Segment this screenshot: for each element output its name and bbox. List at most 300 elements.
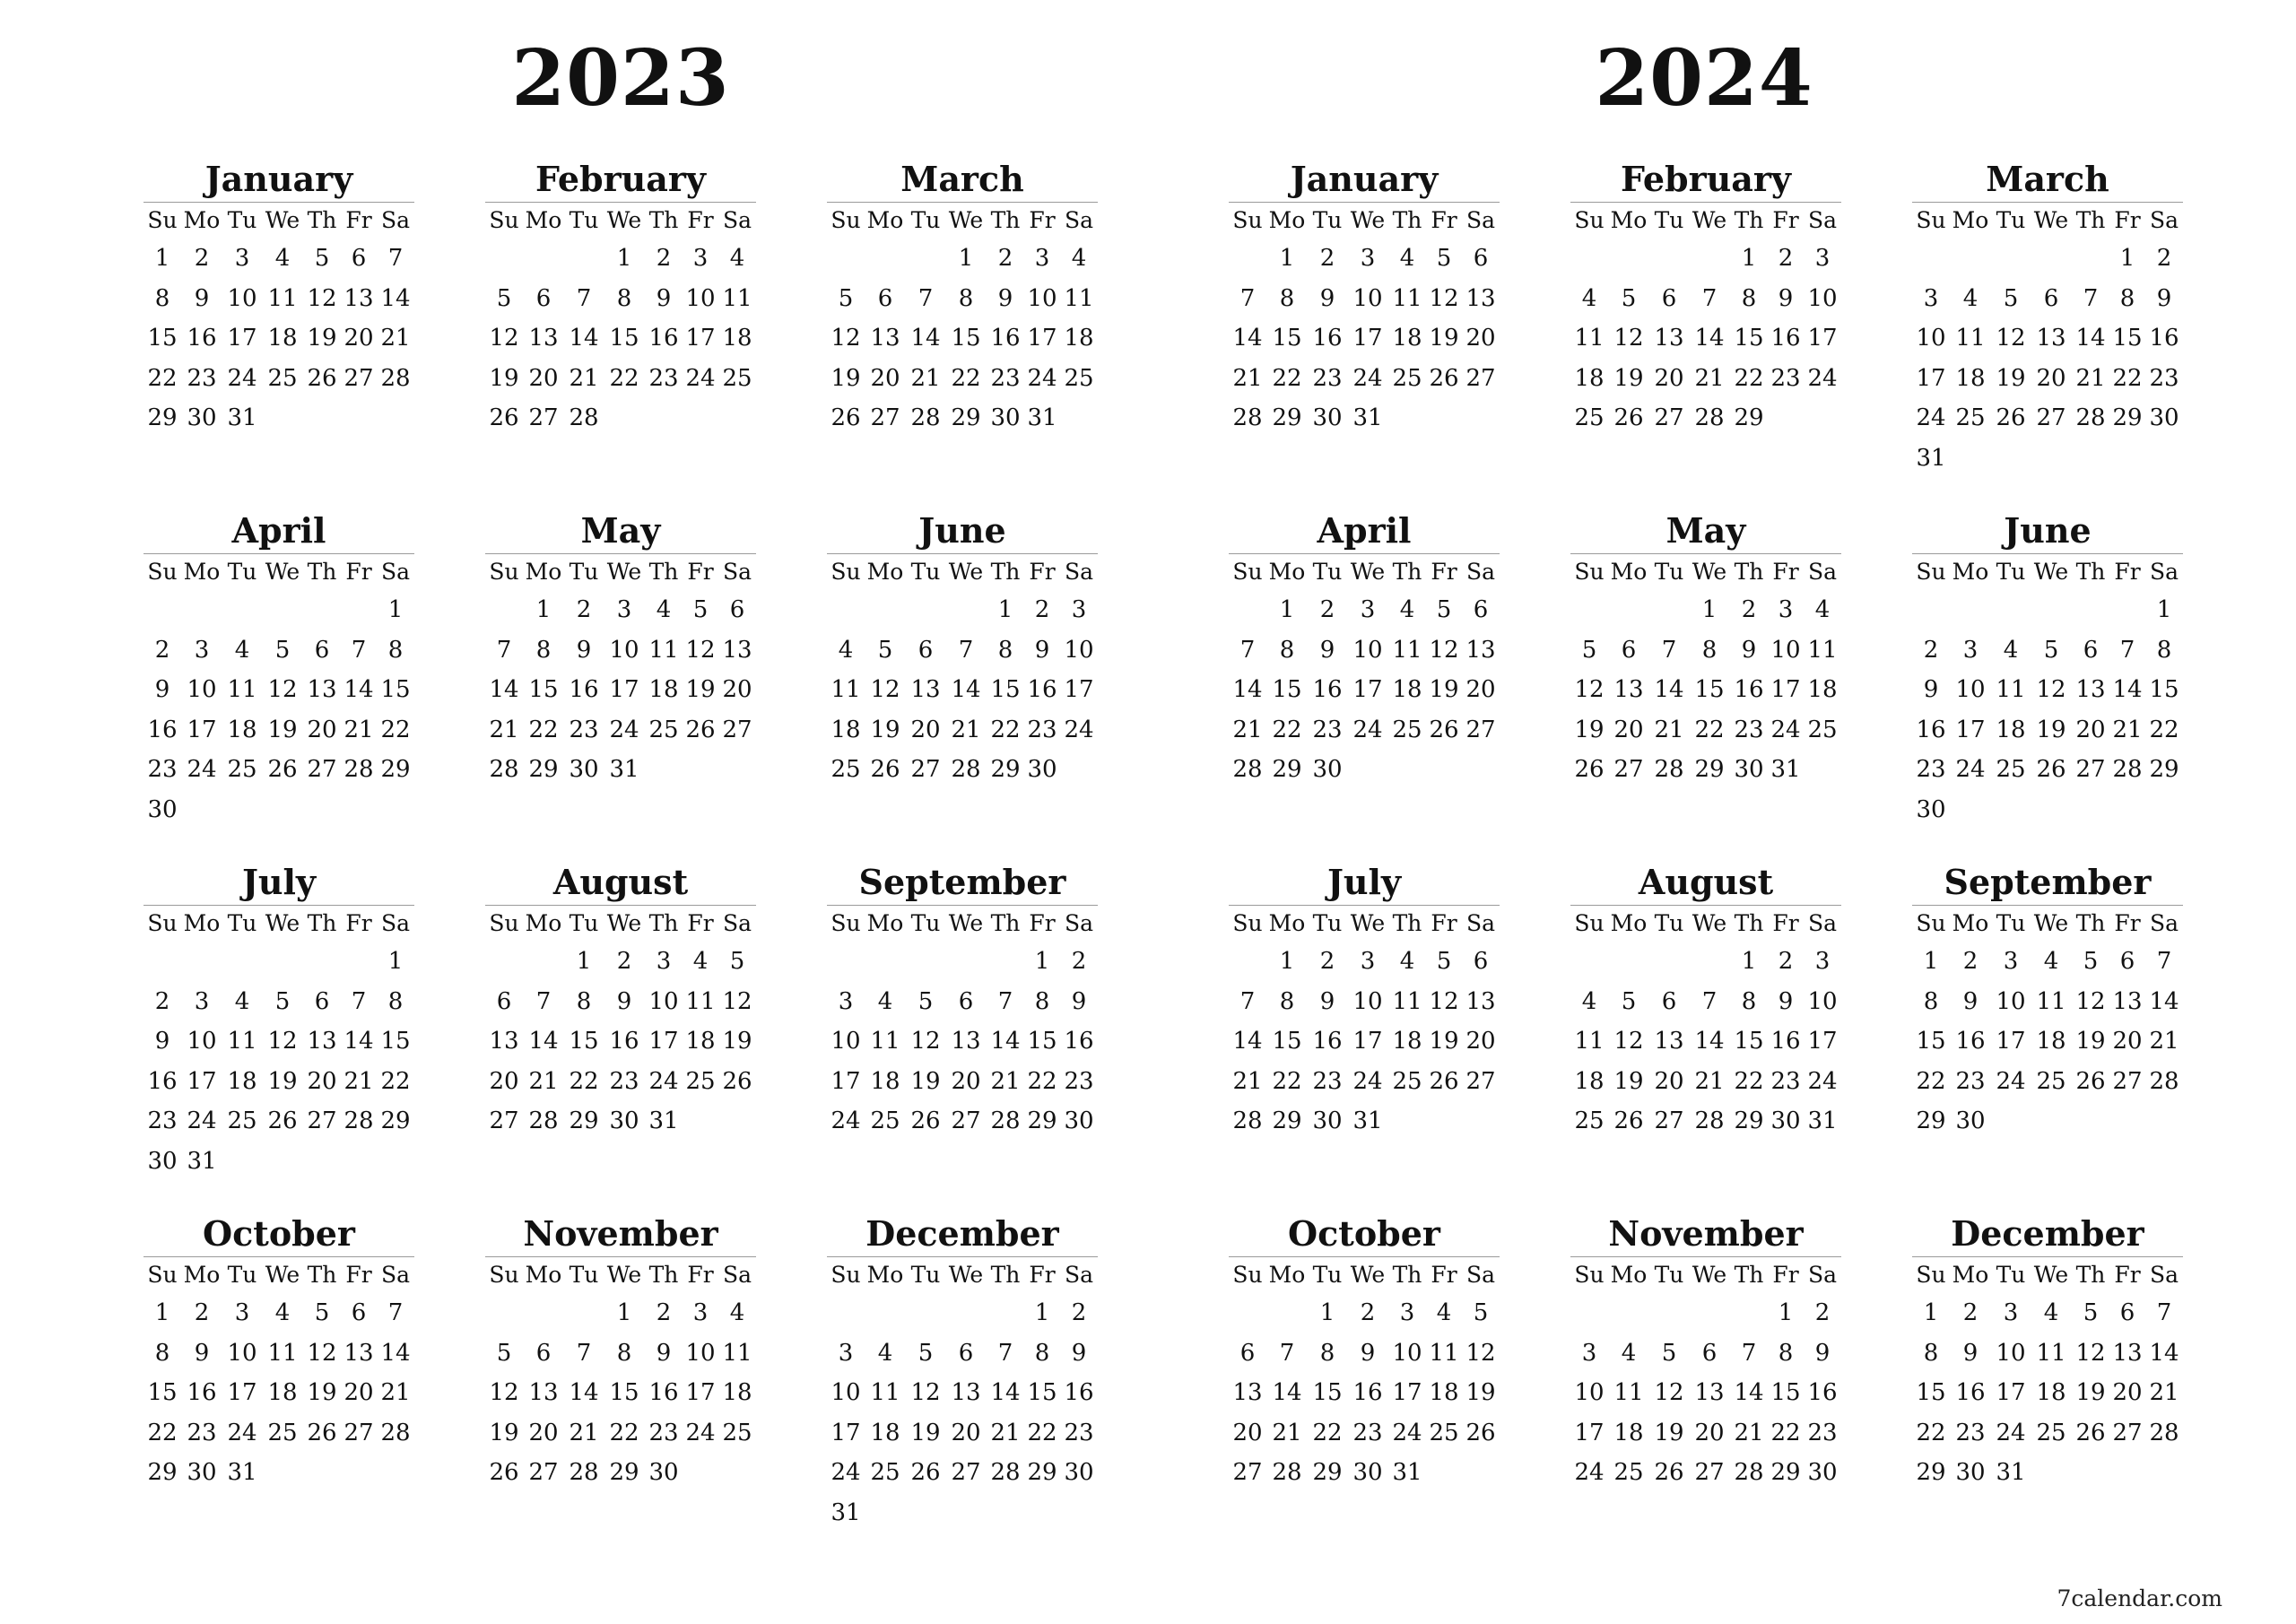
day-cell: 7 (918, 284, 934, 312)
day-cell: 19 (1429, 1028, 1459, 1055)
empty-cell (303, 590, 341, 630)
day-cell: 6 (1473, 948, 1489, 975)
day-cell: 7 (997, 1339, 1013, 1367)
day-cell: 16 (1064, 1379, 1094, 1406)
day-cell: 22 (1734, 1067, 1764, 1095)
weekday-label: Th (648, 1262, 679, 1288)
day-cell: 30 (1916, 795, 1946, 823)
weekday-label: Tu (1654, 910, 1684, 936)
day-cell: 30 (1312, 1107, 1343, 1134)
day-cell: 20 (1232, 1419, 1263, 1446)
empty-cell (945, 1293, 987, 1333)
weekday-label: We (1692, 559, 1727, 585)
weekday-label: Mo (525, 559, 562, 585)
empty-cell (485, 239, 523, 279)
day-cell: 1 (154, 245, 170, 272)
day-cell: 17 (187, 1067, 217, 1095)
day-cell: 18 (722, 1379, 752, 1406)
day-cell: 25 (227, 1107, 257, 1134)
day-cell: 4 (1399, 596, 1415, 623)
weekday-label: Tu (1654, 207, 1684, 233)
weekday-label: We (2033, 910, 2069, 936)
day-cell: 9 (1319, 636, 1335, 664)
day-cell: 20 (1465, 325, 1496, 352)
day-cell: 15 (528, 676, 559, 703)
day-cell: 28 (990, 1107, 1021, 1134)
empty-cell (144, 942, 181, 982)
month-name: October (144, 1211, 414, 1257)
day-cell: 13 (344, 284, 374, 312)
day-cell: 14 (380, 1339, 411, 1367)
day-cell: 18 (267, 1379, 298, 1406)
day-cell: 14 (2112, 676, 2143, 703)
empty-cell (906, 590, 945, 630)
weekday-label: Tu (910, 559, 941, 585)
empty-cell (906, 239, 945, 279)
day-cell: 12 (1465, 1339, 1496, 1367)
day-cell: 18 (1392, 325, 1422, 352)
day-cell: 5 (729, 948, 745, 975)
day-cell: 26 (1996, 404, 2026, 431)
weekday-label: Mo (866, 207, 904, 233)
month-2024-january (1229, 157, 1500, 439)
day-cell: 17 (1352, 325, 1383, 352)
day-cell: 2 (616, 948, 632, 975)
day-cell: 16 (187, 1379, 217, 1406)
day-cell: 18 (267, 325, 298, 352)
weekday-label: Su (1574, 207, 1605, 233)
day-cell: 27 (870, 404, 900, 431)
day-cell: 19 (267, 716, 298, 743)
day-cell: 9 (1034, 636, 1050, 664)
weekday-label: Tu (1654, 1262, 1684, 1288)
day-cell: 8 (387, 987, 404, 1015)
weekday-label: Th (648, 207, 679, 233)
day-cell: 5 (2083, 1299, 2099, 1326)
day-grid (827, 203, 1098, 439)
month-2024-november (1570, 1211, 1841, 1493)
day-cell: 4 (2043, 948, 2059, 975)
day-cell: 8 (1741, 987, 1757, 1015)
day-cell: 23 (1770, 1067, 1801, 1095)
day-cell: 8 (2156, 636, 2172, 664)
day-cell: 7 (351, 987, 367, 1015)
day-cell: 29 (147, 1459, 178, 1486)
day-cell: 9 (1778, 987, 1794, 1015)
day-cell: 1 (1034, 948, 1050, 975)
day-cell: 9 (616, 987, 632, 1015)
weekday-label: Tu (1312, 1262, 1343, 1288)
day-cell: 14 (910, 325, 941, 352)
day-cell: 29 (1272, 1107, 1302, 1134)
weekday-label: Su (1232, 559, 1263, 585)
weekday-label: We (1692, 910, 1727, 936)
day-cell: 9 (1071, 987, 1087, 1015)
day-cell: 29 (1272, 404, 1302, 431)
day-cell: 7 (387, 245, 404, 272)
weekday-label: Th (990, 910, 1021, 936)
weekday-label: Fr (687, 910, 714, 936)
day-cell: 21 (1272, 1419, 1302, 1446)
month-name: December (1912, 1211, 2183, 1257)
day-cell: 10 (1955, 676, 1986, 703)
day-cell: 12 (307, 284, 337, 312)
day-cell: 19 (685, 676, 716, 703)
day-grid (1912, 203, 2183, 478)
day-cell: 23 (990, 364, 1021, 392)
weekday-label: Mo (866, 910, 904, 936)
day-cell: 14 (528, 1028, 559, 1055)
day-cell: 25 (1996, 756, 2026, 783)
day-cell: 18 (1574, 1067, 1605, 1095)
day-cell: 27 (1654, 404, 1684, 431)
weekday-label: Tu (1996, 1262, 2026, 1288)
weekday-label: We (265, 559, 300, 585)
day-grid (1229, 203, 1500, 439)
day-cell: 3 (1962, 636, 1979, 664)
day-cell: 28 (380, 364, 411, 392)
day-cell: 18 (831, 716, 861, 743)
day-cell: 23 (147, 1107, 178, 1134)
day-cell: 25 (1392, 716, 1422, 743)
day-cell: 9 (1923, 676, 1939, 703)
weekday-label: Sa (380, 559, 411, 585)
day-cell: 30 (147, 1147, 178, 1175)
day-cell: 7 (1239, 636, 1256, 664)
day-cell: 3 (2003, 948, 2019, 975)
weekday-label: Sa (1465, 559, 1496, 585)
weekday-label: Su (831, 1262, 861, 1288)
day-cell: 27 (489, 1107, 519, 1134)
day-cell: 25 (1064, 364, 1094, 392)
day-cell: 5 (1436, 596, 1452, 623)
day-cell: 6 (314, 987, 330, 1015)
day-cell: 16 (1807, 1379, 1838, 1406)
day-cell: 23 (1312, 716, 1343, 743)
day-cell: 9 (194, 284, 210, 312)
day-cell: 15 (1272, 1028, 1302, 1055)
day-cell: 13 (489, 1028, 519, 1055)
day-cell: 19 (1654, 1419, 1684, 1446)
day-cell: 7 (1239, 284, 1256, 312)
day-cell: 17 (187, 716, 217, 743)
day-cell: 24 (1770, 716, 1801, 743)
weekday-label: Mo (1952, 207, 1989, 233)
weekday-label: Su (831, 910, 861, 936)
day-cell: 1 (576, 948, 592, 975)
day-cell: 28 (489, 756, 519, 783)
day-cell: 27 (307, 756, 337, 783)
day-cell: 22 (1916, 1419, 1946, 1446)
day-cell: 15 (380, 676, 411, 703)
weekday-label: We (948, 559, 984, 585)
day-cell: 3 (1814, 948, 1831, 975)
day-cell: 14 (1654, 676, 1684, 703)
day-cell: 6 (1239, 1339, 1256, 1367)
day-cell: 12 (1429, 284, 1459, 312)
day-cell: 28 (2149, 1067, 2179, 1095)
day-cell: 10 (609, 636, 639, 664)
day-cell: 13 (307, 676, 337, 703)
weekday-label: Fr (2114, 559, 2141, 585)
weekday-label: We (606, 207, 642, 233)
weekday-label: Th (1734, 910, 1764, 936)
day-cell: 16 (1770, 1028, 1801, 1055)
day-cell: 23 (147, 756, 178, 783)
day-cell: 20 (1613, 716, 1644, 743)
day-cell: 2 (154, 636, 170, 664)
day-cell: 20 (1654, 364, 1684, 392)
day-cell: 3 (2003, 1299, 2019, 1326)
day-cell: 4 (1071, 245, 1087, 272)
weekday-label: Tu (1654, 559, 1684, 585)
day-cell: 19 (1996, 364, 2026, 392)
day-cell: 25 (267, 1419, 298, 1446)
day-cell: 11 (2036, 1339, 2066, 1367)
day-cell: 23 (1352, 1419, 1383, 1446)
month-name: May (1570, 508, 1841, 554)
day-cell: 27 (1654, 1107, 1684, 1134)
day-cell: 20 (2036, 364, 2066, 392)
day-cell: 2 (1071, 948, 1087, 975)
day-cell: 21 (1734, 1419, 1764, 1446)
day-cell: 29 (1027, 1107, 1057, 1134)
weekday-label: We (606, 1262, 642, 1288)
day-cell: 18 (227, 716, 257, 743)
empty-cell (1229, 239, 1266, 279)
weekday-label: Mo (1610, 910, 1648, 936)
day-cell: 25 (870, 1107, 900, 1134)
day-cell: 26 (1465, 1419, 1496, 1446)
day-grid (1229, 1257, 1500, 1493)
day-cell: 28 (380, 1419, 411, 1446)
day-cell: 27 (307, 1107, 337, 1134)
day-cell: 4 (1962, 284, 1979, 312)
site-credit: 7calendar.com (2057, 1585, 2222, 1611)
day-cell: 16 (1770, 325, 1801, 352)
day-cell: 13 (951, 1379, 981, 1406)
weekday-label: Mo (183, 207, 221, 233)
day-cell: 17 (227, 325, 257, 352)
day-cell: 26 (910, 1459, 941, 1486)
day-grid (485, 1257, 756, 1493)
day-cell: 29 (1312, 1459, 1343, 1486)
empty-cell (1570, 1293, 1608, 1333)
day-cell: 4 (274, 1299, 291, 1326)
month-2023-january (144, 157, 414, 439)
day-cell: 8 (535, 636, 552, 664)
day-cell: 15 (1272, 325, 1302, 352)
day-cell: 12 (2036, 676, 2066, 703)
empty-cell (1229, 1293, 1266, 1333)
day-cell: 12 (2075, 1339, 2106, 1367)
day-cell: 11 (831, 676, 861, 703)
month-2023-september (827, 860, 1098, 1142)
day-cell: 31 (831, 1498, 861, 1526)
empty-cell (1912, 590, 1950, 630)
day-cell: 12 (1429, 987, 1459, 1015)
day-cell: 2 (1319, 596, 1335, 623)
day-cell: 26 (910, 1107, 941, 1134)
weekday-label: Su (1916, 1262, 1946, 1288)
day-cell: 30 (2149, 404, 2179, 431)
empty-cell (1570, 239, 1608, 279)
day-cell: 10 (648, 987, 679, 1015)
weekday-label: Th (1392, 559, 1422, 585)
weekday-label: Fr (2114, 910, 2141, 936)
month-2023-july (144, 860, 414, 1181)
weekday-label: Fr (1431, 1262, 1457, 1288)
day-cell: 12 (307, 1339, 337, 1367)
weekday-label: We (1350, 910, 1386, 936)
weekday-label: Mo (1952, 910, 1989, 936)
day-cell: 6 (729, 596, 745, 623)
day-cell: 13 (951, 1028, 981, 1055)
day-cell: 22 (380, 1067, 411, 1095)
day-cell: 31 (1392, 1459, 1422, 1486)
weekday-label: Su (147, 910, 178, 936)
day-cell: 21 (2075, 364, 2106, 392)
day-cell: 29 (2112, 404, 2143, 431)
weekday-label: Th (1734, 207, 1764, 233)
day-cell: 28 (1694, 404, 1725, 431)
day-cell: 15 (1916, 1028, 1946, 1055)
empty-cell (1649, 1293, 1689, 1333)
weekday-label: Tu (910, 910, 941, 936)
weekday-label: Tu (1996, 559, 2026, 585)
month-name: September (827, 860, 1098, 906)
day-cell: 23 (1027, 716, 1057, 743)
weekday-label: Th (648, 910, 679, 936)
day-cell: 26 (1654, 1459, 1684, 1486)
weekday-label: Mo (866, 1262, 904, 1288)
weekday-label: Mo (183, 559, 221, 585)
day-cell: 27 (2075, 756, 2106, 783)
day-cell: 21 (1232, 1067, 1263, 1095)
day-cell: 23 (609, 1067, 639, 1095)
month-2024-july (1229, 860, 1500, 1142)
day-cell: 4 (1399, 948, 1415, 975)
weekday-label: Fr (345, 207, 372, 233)
day-cell: 5 (496, 284, 512, 312)
day-cell: 1 (1778, 1299, 1794, 1326)
day-cell: 27 (1613, 756, 1644, 783)
day-cell: 11 (2036, 987, 2066, 1015)
day-cell: 25 (1392, 364, 1422, 392)
month-name: May (485, 508, 756, 554)
day-cell: 3 (1581, 1339, 1597, 1367)
day-grid (1570, 1257, 1841, 1493)
day-cell: 17 (1807, 1028, 1838, 1055)
day-cell: 25 (1955, 404, 1986, 431)
day-cell: 14 (1694, 325, 1725, 352)
weekday-label: We (606, 559, 642, 585)
weekday-label: Fr (345, 559, 372, 585)
day-cell: 21 (2149, 1028, 2179, 1055)
day-cell: 22 (1734, 364, 1764, 392)
weekday-label: Tu (569, 207, 599, 233)
month-name: August (1570, 860, 1841, 906)
day-cell: 17 (1392, 1379, 1422, 1406)
month-name: March (1912, 157, 2183, 203)
day-cell: 28 (990, 1459, 1021, 1486)
day-cell: 2 (656, 245, 672, 272)
month-name: March (827, 157, 1098, 203)
day-cell: 5 (692, 596, 709, 623)
day-cell: 16 (609, 1028, 639, 1055)
day-cell: 14 (951, 676, 981, 703)
day-cell: 23 (1770, 364, 1801, 392)
day-cell: 21 (344, 1067, 374, 1095)
day-cell: 28 (1272, 1459, 1302, 1486)
day-cell: 30 (990, 404, 1021, 431)
day-cell: 26 (1429, 364, 1459, 392)
day-cell: 12 (722, 987, 752, 1015)
day-cell: 7 (2156, 1299, 2172, 1326)
day-cell: 19 (910, 1419, 941, 1446)
day-cell: 7 (1741, 1339, 1757, 1367)
empty-cell (1991, 239, 2031, 279)
day-cell: 24 (1807, 364, 1838, 392)
day-cell: 29 (380, 756, 411, 783)
day-cell: 2 (997, 245, 1013, 272)
empty-cell (1689, 1293, 1730, 1333)
day-cell: 16 (569, 676, 599, 703)
day-cell: 13 (1654, 1028, 1684, 1055)
day-cell: 13 (2036, 325, 2066, 352)
day-cell: 17 (831, 1419, 861, 1446)
day-cell: 11 (870, 1379, 900, 1406)
day-cell: 24 (831, 1107, 861, 1134)
day-cell: 4 (1436, 1299, 1452, 1326)
day-cell: 13 (1654, 325, 1684, 352)
day-cell: 13 (870, 325, 900, 352)
day-cell: 9 (154, 1028, 170, 1055)
day-cell: 17 (1916, 364, 1946, 392)
day-cell: 13 (2112, 987, 2143, 1015)
day-cell: 14 (344, 676, 374, 703)
day-cell: 1 (2156, 596, 2172, 623)
day-cell: 20 (2112, 1028, 2143, 1055)
empty-cell (865, 239, 906, 279)
day-cell: 14 (1694, 1028, 1725, 1055)
month-2023-june (827, 508, 1098, 790)
weekday-label: We (265, 207, 300, 233)
day-cell: 6 (1661, 284, 1677, 312)
day-cell: 11 (267, 1339, 298, 1367)
weekday-label: Fr (1029, 910, 1056, 936)
day-cell: 14 (380, 284, 411, 312)
day-cell: 20 (307, 1067, 337, 1095)
empty-cell (1689, 942, 1730, 982)
day-cell: 4 (2003, 636, 2019, 664)
day-grid (144, 203, 414, 439)
month-name: December (827, 1211, 1098, 1257)
day-cell: 13 (1613, 676, 1644, 703)
day-grid (827, 1257, 1098, 1533)
day-cell: 24 (1574, 1459, 1605, 1486)
day-cell: 28 (569, 404, 599, 431)
day-cell: 7 (496, 636, 512, 664)
weekday-label: Tu (227, 559, 257, 585)
weekday-label: Tu (569, 910, 599, 936)
day-cell: 31 (1996, 1459, 2026, 1486)
day-cell: 18 (1064, 325, 1094, 352)
weekday-label: Tu (569, 1262, 599, 1288)
day-cell: 11 (1996, 676, 2026, 703)
day-cell: 11 (648, 636, 679, 664)
empty-cell (341, 590, 377, 630)
